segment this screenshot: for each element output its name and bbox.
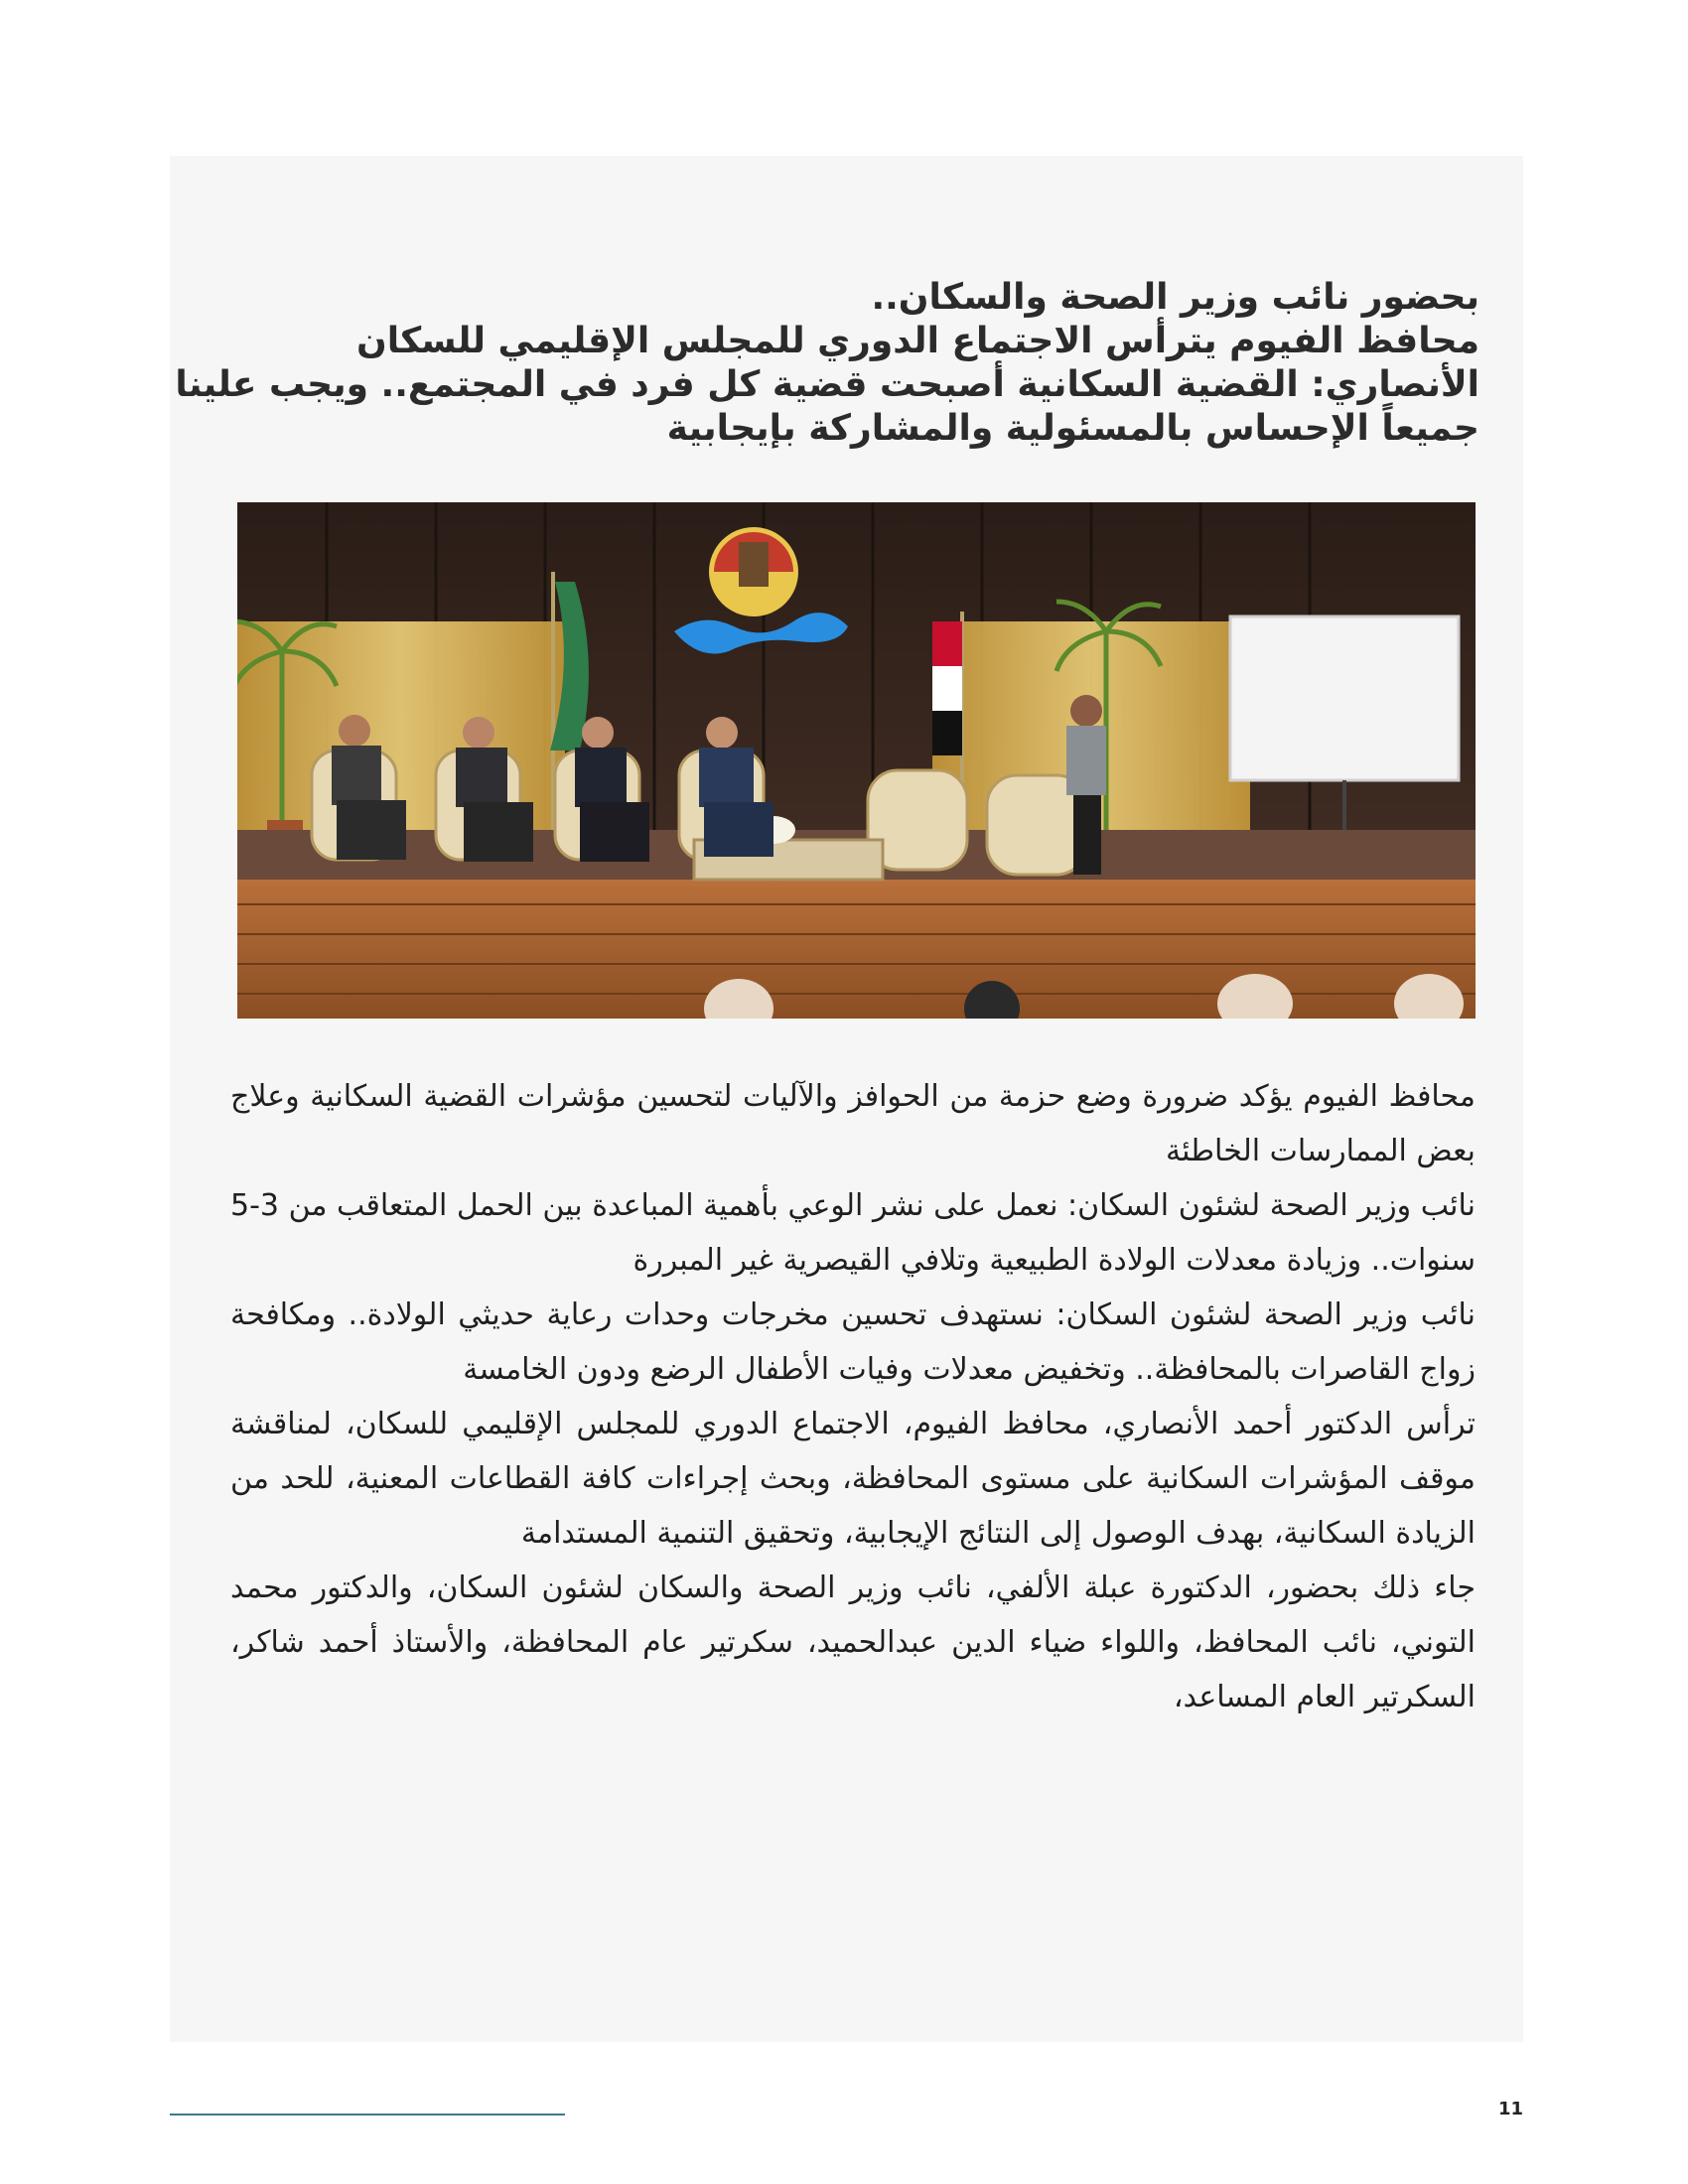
page-number: 11 [1497,2099,1523,2119]
headline-line: الأنصاري: القضية السكانية أصبحت قضية كل فرد في المجتمع.. ويجب علينا [175,364,1479,405]
body-paragraph: محافظ الفيوم يؤكد ضرورة وضع حزمة من الحوافز والآليات لتحسين مؤشرات القضية السكانية وعلاج بعض الممارسات الخاطئة [230,1079,1476,1168]
body-paragraph: جاء ذلك بحضور، الدكتورة عبلة الألفي، نائب وزير الصحة والسكان لشئون السكان، والدكتور محمد التوني، نائب المحافظ، واللواء ضياء الدين عبدالحميد، سكرتير عام المحافظة، والأستاذ أحمد شاكر، السكرتير العام المساعد، [230,1570,1476,1714]
article-headline [175,276,1479,451]
article-photo [237,502,1476,1019]
article-body [230,1069,1476,1724]
headline-line: محافظ الفيوم يترأس الاجتماع الدوري للمجلس الإقليمي للسكان [356,321,1479,361]
headline-line: بحضور نائب وزير الصحة والسكان.. [871,277,1479,318]
body-paragraph: نائب وزير الصحة لشئون السكان: نعمل على نشر الوعي بأهمية المباعدة بين الحمل المتعاقب من 3-5 سنوات.. وزيادة معدلات الولادة الطبيعية وتلافي القيصرية غير المبررة [230,1188,1476,1278]
body-paragraph: ترأس الدكتور أحمد الأنصاري، محافظ الفيوم، الاجتماع الدوري للمجلس الإقليمي للسكان، لمناقشة موقف المؤشرات السكانية على مستوى المحافظة، وبحث إجراءات كافة القطاعات المعنية، للحد من الزيادة السكانية، بهدف الوصول إلى النتائج الإيجابية، وتحقيق التنمية المستدامة [230,1407,1476,1551]
body-paragraph: نائب وزير الصحة لشئون السكان: نستهدف تحسين مخرجات وحدات رعاية حديثي الولادة.. ومكافحة زواج القاصرات بالمحافظة.. وتخفيض معدلات وفيات الأطفال الرضع ودون الخامسة [230,1297,1476,1387]
headline-line: جميعاً الإحساس بالمسئولية والمشاركة بإيجابية [666,408,1479,449]
footer-rule [170,2114,565,2116]
